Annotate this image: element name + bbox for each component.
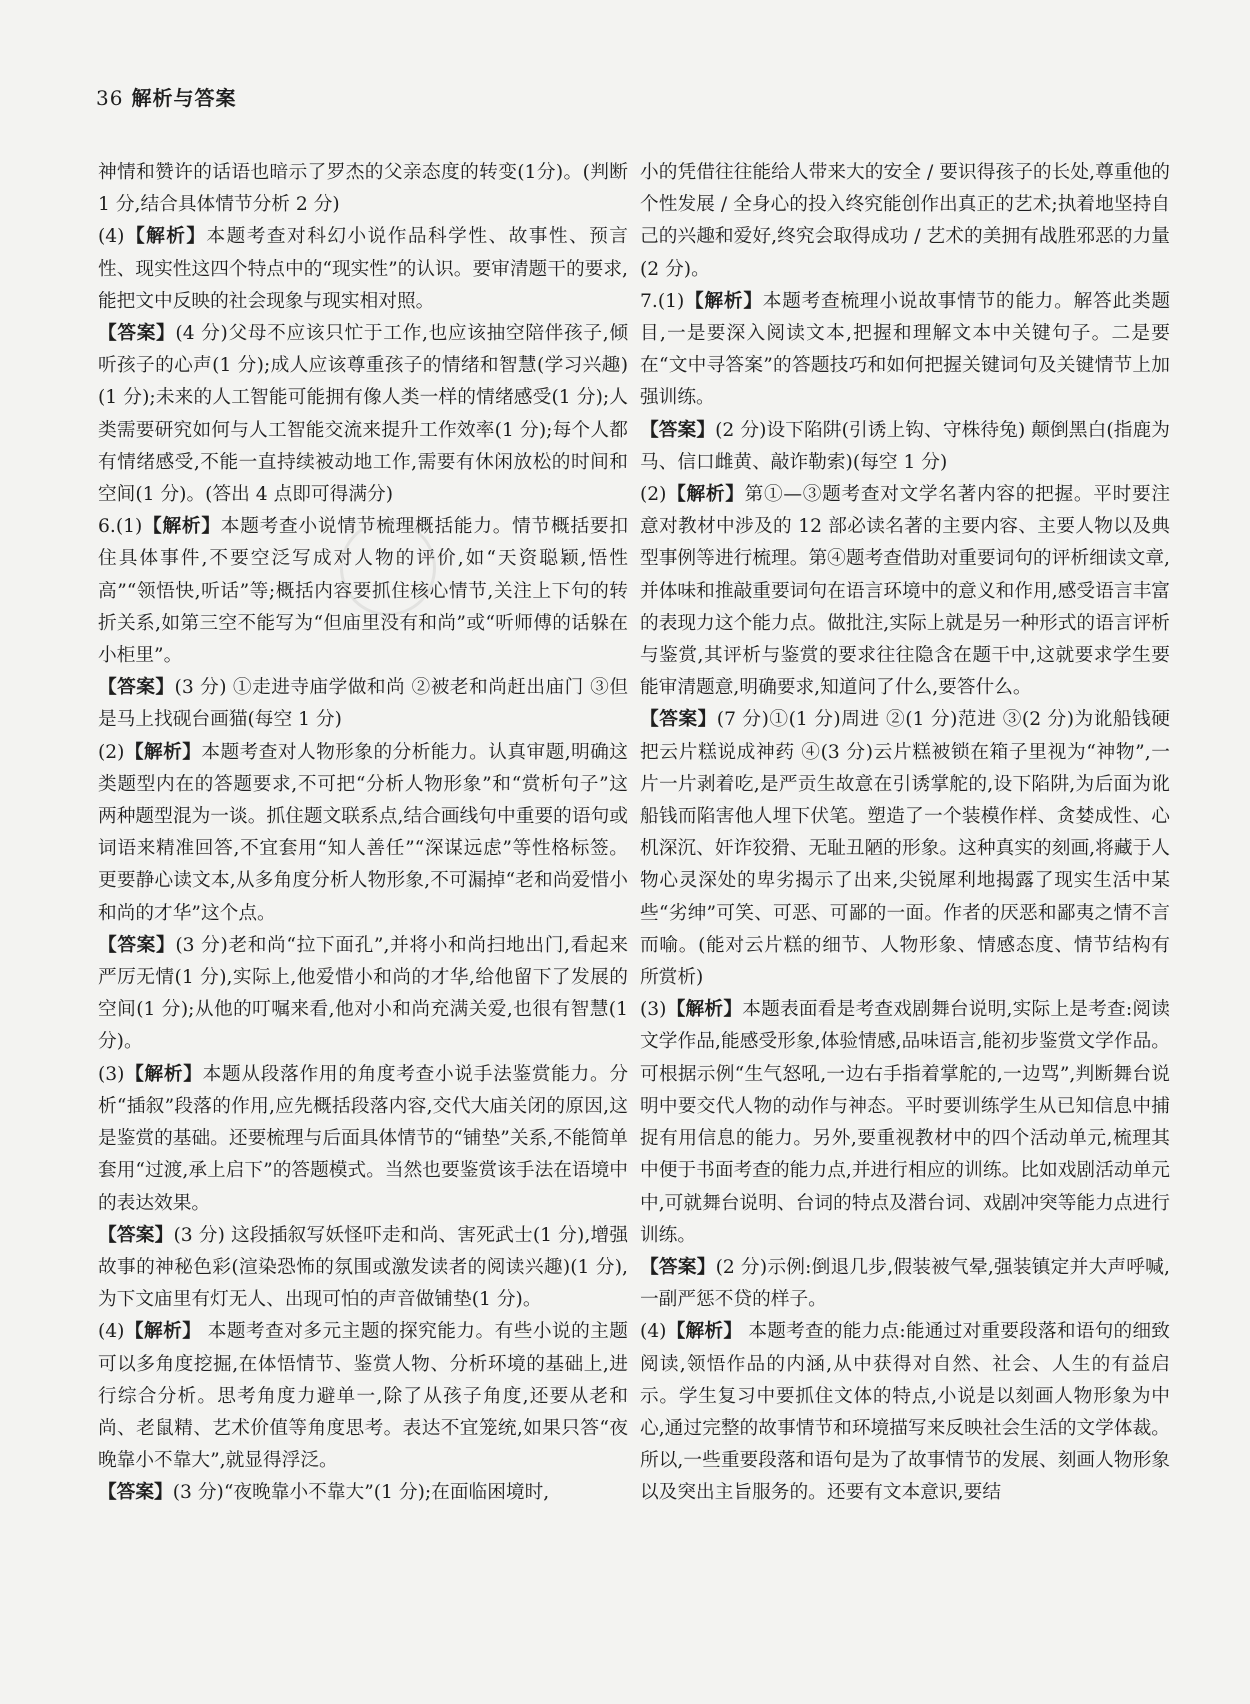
paragraph bbox=[98, 737, 628, 930]
paragraph-text: (4 分)父母不应该只忙于工作,也应该抽空陪伴孩子,倾听孩子的心声(1 分);成人应该尊重孩子的情绪和智慧(学习兴趣)(1 分);未来的人工智能可能拥有像人类一样的情绪感受(1 分);人类需要研究如何与人工智能交流来提升工作效率(1 分);每个人都有情绪感受,不能一直持续被动地工作,需要有休闲放松的时间和空间(1 分)。(答出 4 点即可得满分) bbox=[98, 323, 629, 506]
paragraph bbox=[98, 1316, 628, 1477]
paragraph-text: (3 分) 这段插叙写妖怪吓走和尚、害死武士(1 分),增强故事的神秘色彩(渲染恐怖的氛围或激发读者的阅读兴趣)(1 分),为下文庙里有灯无人、出现可怕的声音做铺垫(1 分)。 bbox=[98, 1224, 629, 1311]
paragraph bbox=[98, 1477, 628, 1509]
paragraph-text: 本题表面看是考查戏剧舞台说明,实际上是考查:阅读文学作品,能感受形象,体验情感,品味语言,能初步鉴赏文学作品。可根据示例“生气怒吼,一边右手指着掌舵的,一边骂”,判断舞台说明中要交代人物的动作与神态。平时要训练学生从已知信息中捕捉有用信息的能力。另外,要重视教材中的四个活动单元,梳理其中便于书面考查的能力点,并进行相应的训练。比如戏剧活动单元中,可就舞台说明、台词的特点及潜台词、戏剧冲突等能力点进行训练。 bbox=[640, 999, 1170, 1246]
paragraph-text: 第①—③题考查对文学名著内容的把握。平时要注意对教材中涉及的 12 部必读名著的主要内容、主要人物以及典型事例等进行梳理。第④题考查借助对重要词句的评析细读文章,并体味和推敲重要词句在语言环境中的意义和作用,感受语言丰富的表现力这个能力点。做批注,实际上就是另一种形式的语言评析与鉴赏,其评析与鉴赏的要求往往隐含在题干中,这就要求学生要能审清题意,明确要求,知道问了什么,要答什么。 bbox=[640, 484, 1171, 699]
paragraph bbox=[640, 286, 1170, 415]
paragraph bbox=[640, 479, 1170, 704]
paragraph bbox=[98, 1220, 628, 1317]
page-header bbox=[96, 82, 236, 111]
paragraph bbox=[640, 704, 1170, 994]
section-tag: 【解析】 bbox=[124, 1063, 203, 1085]
paragraph-text: (2 分)示例:倒退几步,假装被气晕,强装镇定并大声呼喊,一副严惩不贷的样子。 bbox=[640, 1256, 1171, 1311]
question-number: (3) bbox=[98, 1063, 125, 1085]
paragraph-text: 本题考查对科幻小说作品科学性、故事性、预言性、现实性这四个特点中的“现实性”的认识。要审清题干的要求,能把文中反映的社会现象与现实相对照。 bbox=[98, 226, 628, 312]
question-number: 7.(1) bbox=[640, 290, 685, 312]
paragraph bbox=[640, 1316, 1170, 1509]
question-number: (3) bbox=[640, 999, 667, 1021]
paragraph bbox=[98, 1059, 628, 1220]
question-number: (2) bbox=[640, 484, 667, 506]
section-tag: 【答案】 bbox=[98, 323, 176, 345]
section-tag: 【解析】 bbox=[124, 741, 202, 763]
section-tag: 【解析】 bbox=[684, 290, 763, 312]
section-tag: 【答案】 bbox=[640, 1256, 716, 1278]
paragraph bbox=[98, 318, 628, 511]
paragraph-text: 小的凭借往往能给人带来大的安全 / 要识得孩子的长处,尊重他的个性发展 / 全身心的投入终究能创作出真正的艺术;执着地坚持自己的兴趣和爱好,终究会取得成功 / 艺术的美拥有战胜邪恶的力量(2 分)。 bbox=[640, 162, 1170, 280]
paragraph-text: 本题考查的能力点:能通过对重要段落和语句的细致阅读,领悟作品的内涵,从中获得对自然、社会、人生的有益启示。学生复习中要抓住文体的特点,小说是以刻画人物形象为中心,通过完整的故事情节和环境描写来反映社会生活的文学体裁。所以,一些重要段落和语句是为了故事情节的发展、刻画人物形象以及突出主旨服务的。还要有文本意识,要结 bbox=[640, 1321, 1170, 1504]
paragraph-text: 本题考查对多元主题的探究能力。有些小说的主题可以多角度挖掘,在体悟情节、鉴赏人物、分析环境的基础上,进行综合分析。思考角度力避单一,除了从孩子角度,还要从老和尚、老鼠精、艺术价值等角度思考。表达不宜笼统,如果只答“夜晚靠小不靠大”,就显得浮泛。 bbox=[98, 1321, 628, 1472]
paragraph-text: 神情和赞许的话语也暗示了罗杰的父亲态度的转变(1分)。(判断 1 分,结合具体情节分析 2 分) bbox=[98, 162, 628, 216]
question-number: (4) bbox=[640, 1321, 667, 1343]
watermark-seal bbox=[340, 520, 436, 616]
paragraph-text: 本题考查小说情节梳理概括能力。情节概括要扣住具体事件,不要空泛写成对人物的评价,如“天资聪颖,悟性高”“领悟快,听话”等;概括内容要抓住核心情节,关注上下句的转折关系,如第三空不能写为“但庙里没有和尚”或“听师傅的话躲在小柜里”。 bbox=[98, 516, 629, 667]
right-column bbox=[640, 157, 1170, 1510]
section-tag: 【解析】 bbox=[124, 1321, 202, 1343]
page-number: 36 bbox=[96, 86, 124, 110]
paragraph-text: 本题从段落作用的角度考查小说手法鉴赏能力。分析“插叙”段落的作用,应先概括段落内容,交代大庙关闭的原因,这是鉴赏的基础。还要梳理与后面具体情节的“铺垫”关系,不能简单套用“过渡,承上启下”的答题模式。当然也要鉴赏该手法在语境中的表达效果。 bbox=[98, 1063, 629, 1214]
section-tag: 【解析】 bbox=[124, 226, 207, 248]
section-tag: 【解析】 bbox=[666, 1321, 743, 1343]
section-tag: 【答案】 bbox=[98, 677, 175, 699]
paragraph bbox=[98, 672, 628, 736]
paragraph-text: (7 分)①(1 分)周进 ②(1 分)范进 ③(2 分)为讹船钱硬把云片糕说成神药 ④(3 分)云片糕被锁在箱子里视为“神物”,一片一片剥着吃,是严贡生故意在引诱掌舵的,设下陷阱,为后面为讹船钱而陷害他人埋下伏笔。塑造了一个装模作样、贪婪成性、心机深沉、奸诈狡猾、无耻丑陋的形象。这种真实的刻画,将藏于人物心灵深处的卑劣揭示了出来,尖锐犀利地揭露了现实生活中某些“劣绅”可笑、可恶、可鄙的一面。作者的厌恶和鄙夷之情不言而喻。(能对云片糕的细节、人物形象、情感态度、情节结构有所赏析) bbox=[640, 709, 1170, 989]
section-tag: 【答案】 bbox=[640, 709, 717, 731]
paragraph bbox=[98, 157, 628, 221]
paragraph bbox=[640, 994, 1170, 1252]
section-tag: 【答案】 bbox=[98, 1224, 174, 1246]
paragraph-text: (2 分)设下陷阱(引诱上钩、守株待兔) 颠倒黑白(指鹿为马、信口雌黄、敲诈勒索)(每空 1 分) bbox=[640, 419, 1170, 473]
question-number: 6.(1) bbox=[98, 516, 143, 538]
section-tag: 【解析】 bbox=[666, 999, 743, 1021]
section-tag: 【答案】 bbox=[98, 934, 176, 956]
page-title: 解析与答案 bbox=[131, 86, 237, 110]
section-tag: 【解析】 bbox=[666, 484, 745, 506]
paragraph bbox=[640, 1252, 1170, 1316]
paragraph-text: (3 分)老和尚“拉下面孔”,并将小和尚扫地出门,看起来严厉无情(1 分),实际上,他爱惜小和尚的才华,给他留下了发展的空间(1 分);从他的叮嘱来看,他对小和尚充满关爱,也很有智慧(1 分)。 bbox=[98, 934, 629, 1053]
section-tag: 【解析】 bbox=[142, 516, 221, 538]
question-number: (4) bbox=[98, 1321, 125, 1343]
paragraph bbox=[98, 221, 628, 318]
paragraph-text: 本题考查对人物形象的分析能力。认真审题,明确这类题型内在的答题要求,不可把“分析人物形象”和“赏析句子”这两种题型混为一谈。抓住题文联系点,结合画线句中重要的语句或词语来精准回答,不宜套用“知人善任”“深谋远虑”等性格标签。更要静心读文本,从多角度分析人物形象,不可漏掉“老和尚爱惜小和尚的才华”这个点。 bbox=[98, 741, 628, 924]
paragraph bbox=[98, 930, 628, 1059]
paragraph-text: (3 分) ①走进寺庙学做和尚 ②被老和尚赶出庙门 ③但是马上找砚台画猫(每空 1 分) bbox=[98, 677, 628, 731]
paragraph-text: 本题考查梳理小说故事情节的能力。解答此类题目,一是要深入阅读文本,把握和理解文本中关键句子。二是要在“文中寻答案”的答题技巧和如何把握关键词句及关键情节上加强训练。 bbox=[640, 290, 1171, 409]
paragraph bbox=[640, 415, 1170, 479]
section-tag: 【答案】 bbox=[640, 419, 716, 441]
left-column bbox=[98, 157, 628, 1510]
paragraph-text: (3 分)“夜晚靠小不靠大”(1 分);在面临困境时, bbox=[172, 1482, 550, 1504]
question-number: (2) bbox=[98, 741, 125, 763]
question-number: (4) bbox=[98, 226, 125, 248]
section-tag: 【答案】 bbox=[98, 1482, 173, 1504]
paragraph bbox=[640, 157, 1170, 286]
